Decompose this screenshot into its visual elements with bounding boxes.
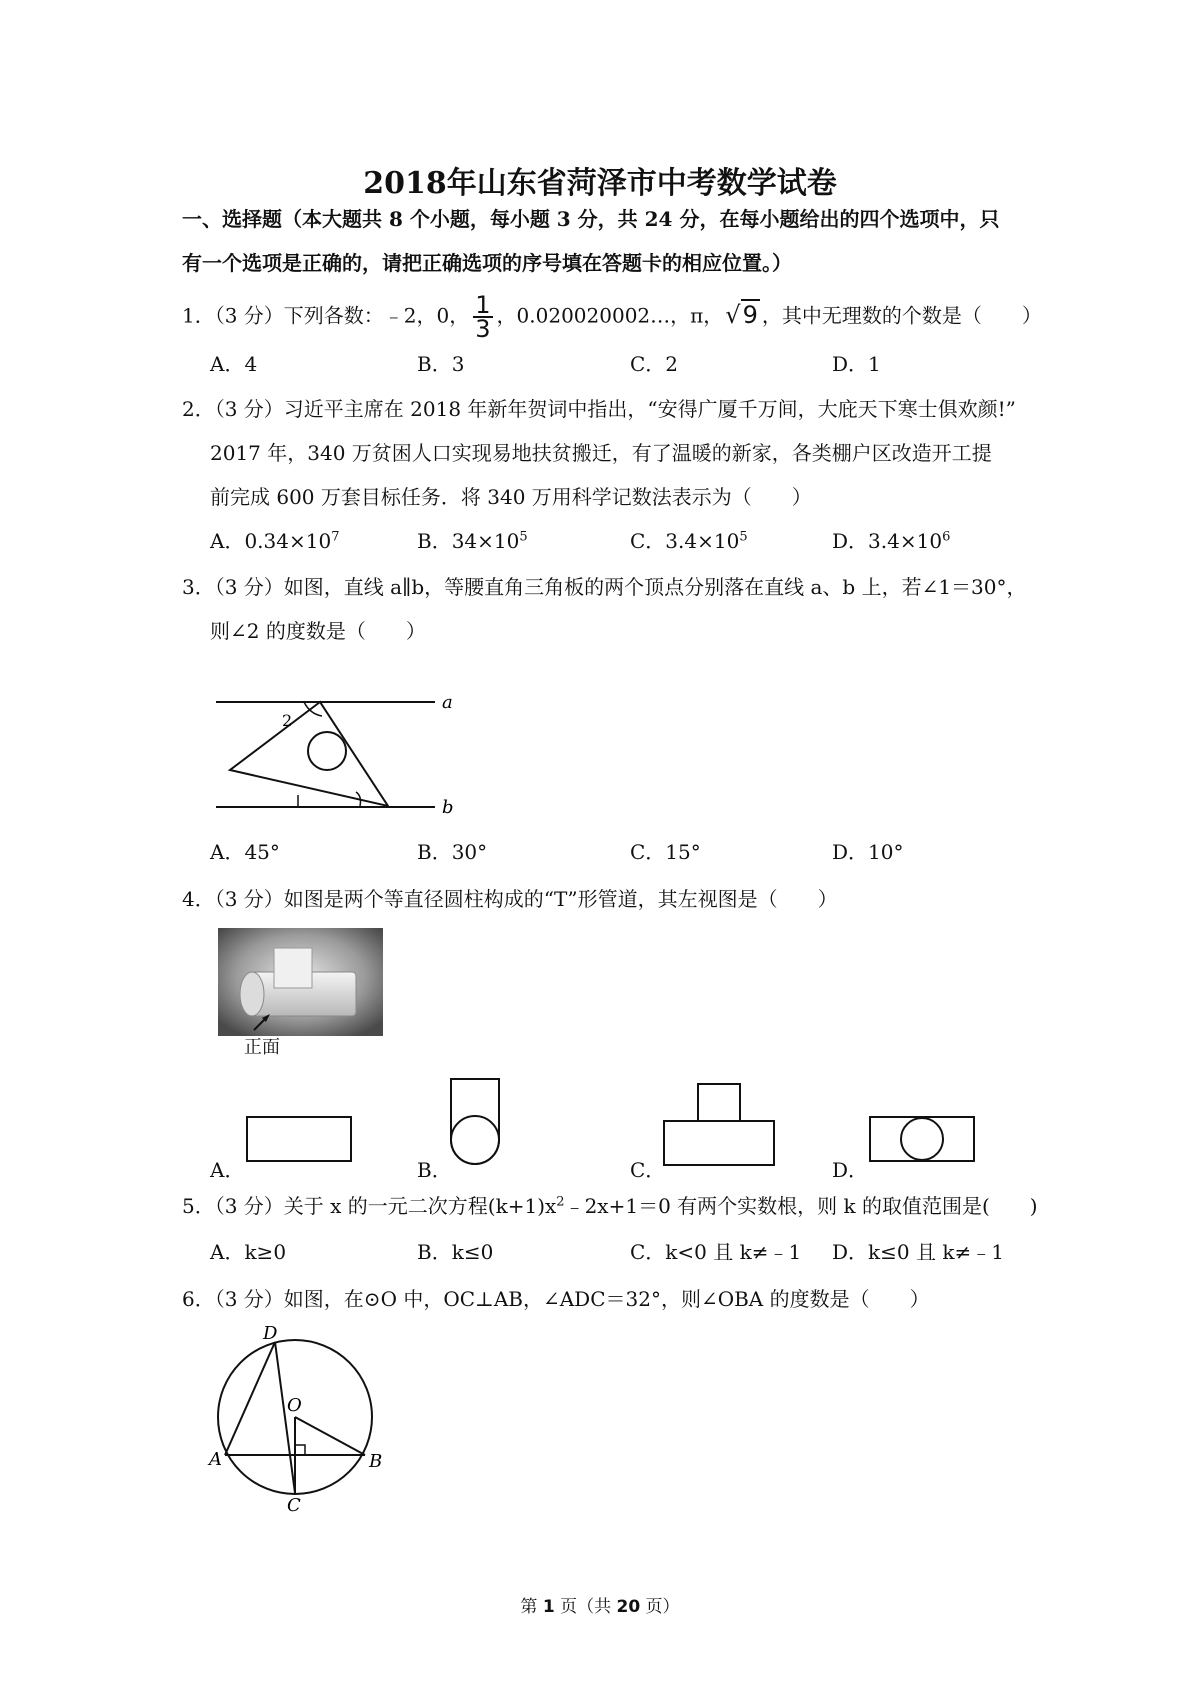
bottom-rectangle [664, 1121, 774, 1165]
q1-option-c: C．2 [630, 352, 679, 376]
q4-option-b-figure [445, 1075, 505, 1170]
pipe-end [240, 972, 264, 1016]
q1-frac-den: 3 [475, 315, 491, 343]
q1-sqrt-radicand: 9 [742, 300, 758, 329]
question-5-line1 [182, 1190, 1038, 1219]
q3-figure [210, 692, 470, 822]
rectangle [870, 1117, 974, 1161]
q3-option-c: C．15° [630, 840, 701, 864]
q2-option-a [210, 525, 339, 554]
label-o: O [287, 1395, 302, 1416]
label-d: D [263, 1325, 278, 1344]
q5-exp: 2 [556, 1194, 565, 1210]
question-4-line1: 4．（3 分）如图是两个等直径圆柱构成的“T”形管道，其左视图是（ ） [182, 887, 838, 911]
q4-option-d-label: D． [832, 1158, 869, 1182]
label-a: A [209, 1449, 222, 1470]
q2-option-b-base: B．34×10 [417, 529, 520, 553]
question-2-line2: 2017 年，340 万贫困人口实现易地扶贫搬迁，有了温暖的新家，各类棚户区改造开工提 [210, 441, 992, 465]
footer-prefix: 第 [520, 1597, 543, 1617]
segment-ad [225, 1342, 275, 1455]
question-3-line1: 3．（3 分）如图，直线 a∥b，等腰直角三角板的两个顶点分别落在直线 a、b 上，若∠1＝30°， [182, 575, 1027, 599]
q4-pipe-photo [218, 928, 383, 1058]
q4-option-c-figure [662, 1082, 778, 1168]
q1-option-a: A．4 [210, 352, 258, 376]
footer-total: 20 [616, 1597, 641, 1617]
q3-option-b: B．30° [417, 840, 488, 864]
footer-page: 1 [542, 1597, 555, 1617]
footer-mid: 页（共 [554, 1597, 617, 1617]
label-c: C [287, 1495, 301, 1515]
q1-frac-num: 1 [475, 291, 491, 319]
q1-prefix: 1．（3 分）下列各数：﹣2，0， [182, 303, 470, 328]
q6-circle-figure [205, 1325, 390, 1515]
question-2-line3: 前完成 600 万套目标任务．将 340 万用科学记数法表示为（ ） [210, 485, 812, 509]
label-b: B [369, 1451, 383, 1472]
q3-option-a: A．45° [210, 840, 280, 864]
q2-option-d-base: D．3.4×10 [832, 529, 943, 553]
q2-option-c [630, 525, 748, 554]
q5-option-a: A．k≥0 [210, 1240, 287, 1264]
angle-2-arc [304, 702, 322, 716]
q2-option-d-exp: 6 [942, 529, 951, 545]
q4-option-a-label: A． [210, 1158, 245, 1182]
question-1 [182, 291, 1042, 343]
q4-option-b-label: B． [417, 1158, 452, 1182]
page-title: 2018年山东省菏泽市中考数学试卷 [363, 166, 837, 201]
segment-dc [275, 1342, 295, 1493]
circle [901, 1118, 943, 1160]
label-a: a [442, 692, 453, 713]
q2-option-a-base: A．0.34×10 [210, 529, 332, 553]
section-heading-line2: 有一个选项是正确的，请把正确选项的序号填在答题卡的相应位置。） [182, 251, 792, 275]
q1-suffix: ，其中无理数的个数是（ ） [761, 303, 1042, 328]
section-heading-line1: 一、选择题（本大题共 8 个小题，每小题 3 分，共 24 分，在每小题给出的四个选项中，只 [182, 207, 1000, 231]
q1-sqrt: √9 [725, 300, 758, 329]
footer-suffix: 页） [640, 1597, 680, 1617]
right-angle-mark [295, 1445, 305, 1455]
q2-option-c-base: C．3.4×10 [630, 529, 740, 553]
q2-option-d [832, 525, 950, 554]
q1-fraction [473, 291, 492, 343]
q5-option-d: D．k≤0 且 k≠﹣1 [832, 1240, 1004, 1264]
question-2-line1: 2．（3 分）习近平主席在 2018 年新年贺词中指出，“安得广厦千万间，大庇天下寒士俱欢颜!” [182, 397, 1016, 421]
q1-middle: ，0.020020002…，π， [496, 303, 724, 328]
q4-option-c-label: C． [630, 1158, 666, 1182]
q3-option-d: D．10° [832, 840, 904, 864]
q2-option-b-exp: 5 [519, 529, 528, 545]
q4-option-d-figure [868, 1115, 980, 1165]
circle [451, 1116, 499, 1164]
q5-text-b: ﹣2x+1＝0 有两个实数根，则 k 的取值范围是( ) [564, 1194, 1038, 1218]
question-3-line2: 则∠2 的度数是（ ） [210, 619, 426, 643]
rectangle [247, 1117, 351, 1161]
question-6-line1: 6．（3 分）如图，在⊙O 中，OC⊥AB，∠ADC＝32°，则∠OBA 的度数是（ ） [182, 1287, 930, 1311]
label-angle-2: 2 [282, 711, 293, 730]
label-b: b [442, 797, 454, 818]
triangle-hole [308, 732, 346, 770]
q5-option-b: B．k≤0 [417, 1240, 494, 1264]
top-rectangle [698, 1084, 740, 1121]
q1-option-d: D．1 [832, 352, 881, 376]
q2-option-b [417, 525, 528, 554]
vertical-pipe [274, 948, 312, 988]
q4-option-a-figure [245, 1115, 355, 1165]
page-footer [0, 1592, 1200, 1617]
q1-option-b: B．3 [417, 352, 465, 376]
q5-text-a: 5．（3 分）关于 x 的一元二次方程(k+1)x [182, 1194, 557, 1218]
q2-option-a-exp: 7 [331, 529, 340, 545]
q5-option-c: C．k<0 且 k≠﹣1 [630, 1240, 802, 1264]
front-label: 正面 [244, 1037, 280, 1058]
q2-option-c-exp: 5 [739, 529, 748, 545]
